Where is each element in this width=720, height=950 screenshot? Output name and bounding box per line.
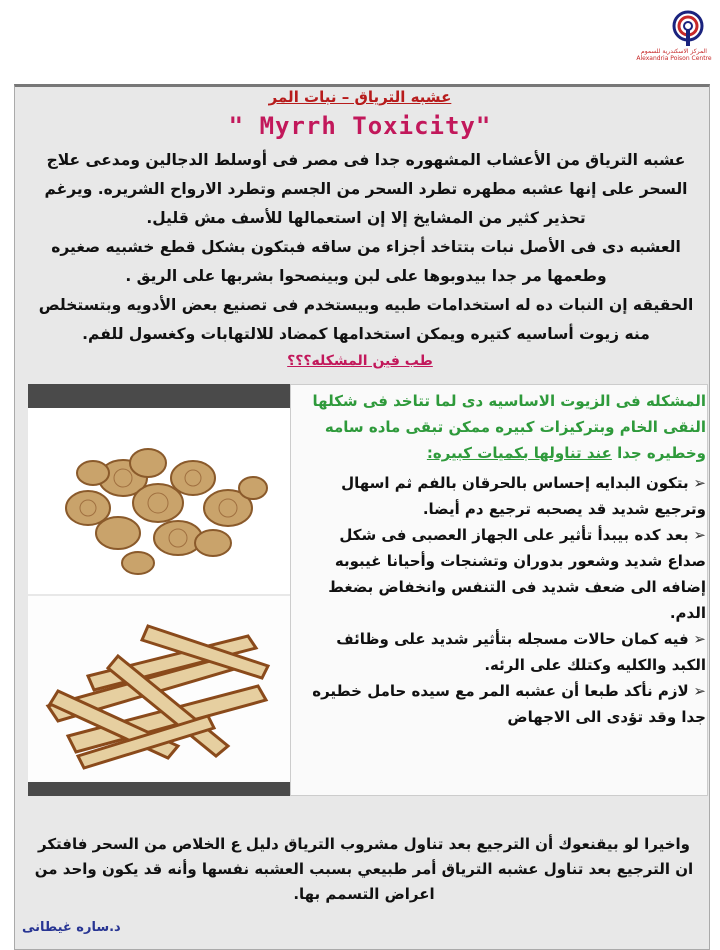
page-subtitle: " Myrrh Toxicity": [228, 112, 492, 140]
problem-lead-underlined: عند تناولها بكميات كبيره:: [426, 444, 612, 462]
logo-mark-icon: [634, 4, 714, 48]
question-heading: طب فين المشكله؟؟؟: [287, 353, 433, 369]
problem-intro: [298, 388, 706, 466]
intro-paragraph: العشبه دى فى الأصل نبات بتتاخد أجزاء من ساقه فبتكون بشكل قطع خشبيه صغيره وطعمها مر جدا بيدوبوها على لبن وبينصحوا بشربها على الريق .: [51, 238, 681, 285]
logo-english-name: Alexandria Poison Centre: [636, 55, 712, 62]
arrow-bullet-icon: ➢: [688, 630, 706, 648]
round-slices-illustration: [28, 408, 290, 594]
list-item: ➢ بتكون البدايه إحساس بالحرقان بالفم ثم اسهال وترجيع شديد قد يصحبه ترجيع دم أيضا.: [341, 474, 706, 518]
herb-strips-photo: [28, 596, 290, 782]
long-slices-illustration: [28, 596, 290, 782]
arrow-bullet-icon: ➢: [688, 526, 706, 544]
arrow-bullet-icon: ➢: [688, 474, 706, 492]
arrow-bullet-icon: ➢: [688, 682, 706, 700]
herb-slices-photo: [28, 384, 290, 594]
image-footer-strip: [28, 782, 290, 796]
page-title: عشبه الترياق – نبات المر: [268, 88, 452, 106]
list-item: ➢ فيه كمان حالات مسجله بتأثير شديد على وظائف الكبد والكليه وكتلك على الرئه.: [336, 630, 706, 674]
list-item: ➢ لازم نأكد طبعا أن عشبه المر مع سيده حامل خطيره جدا وقد تؤدى الى الاجهاض: [312, 682, 706, 726]
intro-paragraph: الحقيقه إن النبات ده له استخدامات طبيه وبيستخدم فى تصنيع بعض الأدويه وبتستخلص منه زيوت أساسيه كتيره ويمكن استخدامها كمضاد للالتهابات وكغسول للفم.: [38, 296, 694, 343]
closing-paragraph: واخيرا لو بيقنعوك أن الترجيع بعد تناول مشروب الترياق دليل ع الخلاص من السحر فافتكر ان الترجيع بعد تناول عشبه الترياق أمر طبيعي بسبب العشبه نفسها وأنه قد يكون واحد من اعراض التسمم بها.: [34, 835, 694, 903]
logo-arabic-name: المركز الاسكندرية للسموم: [641, 48, 707, 55]
intro-paragraph: عشبه الترياق من الأعشاب المشهوره جدا فى مصر فى أوسلط الدجالين ومدعى علاج السحر على إنها عشبه مطهره تطرد السحر من الجسم وتطرد الارواح الشريره. ويرغم تحذير كثير من المشايخ إلا إن استعمالها للأسف مش قليل.: [44, 151, 688, 227]
intro-text: [30, 146, 702, 349]
alexandria-poison-centre-logo: [634, 4, 714, 66]
list-item: ➢ بعد كده بيبدأ تأثير على الجهاز العصبى فى شكل صداع شديد وشعور بدوران وتشنجات وأحيانا غيبوبه إضافه الى ضعف شديد فى التنفس وانخفاض بضغط الدم.: [328, 526, 706, 622]
author-signature: د.ساره غيطانى: [22, 920, 121, 935]
problem-lead-text: المشكله فى الزيوت الاساسيه دى لما تتاخد فى شكلها النقى الخام وبتركيزات كبيره ممكن تبقى ماده سامه وخطيره جدا: [312, 392, 706, 462]
symptom-list: [298, 470, 706, 730]
